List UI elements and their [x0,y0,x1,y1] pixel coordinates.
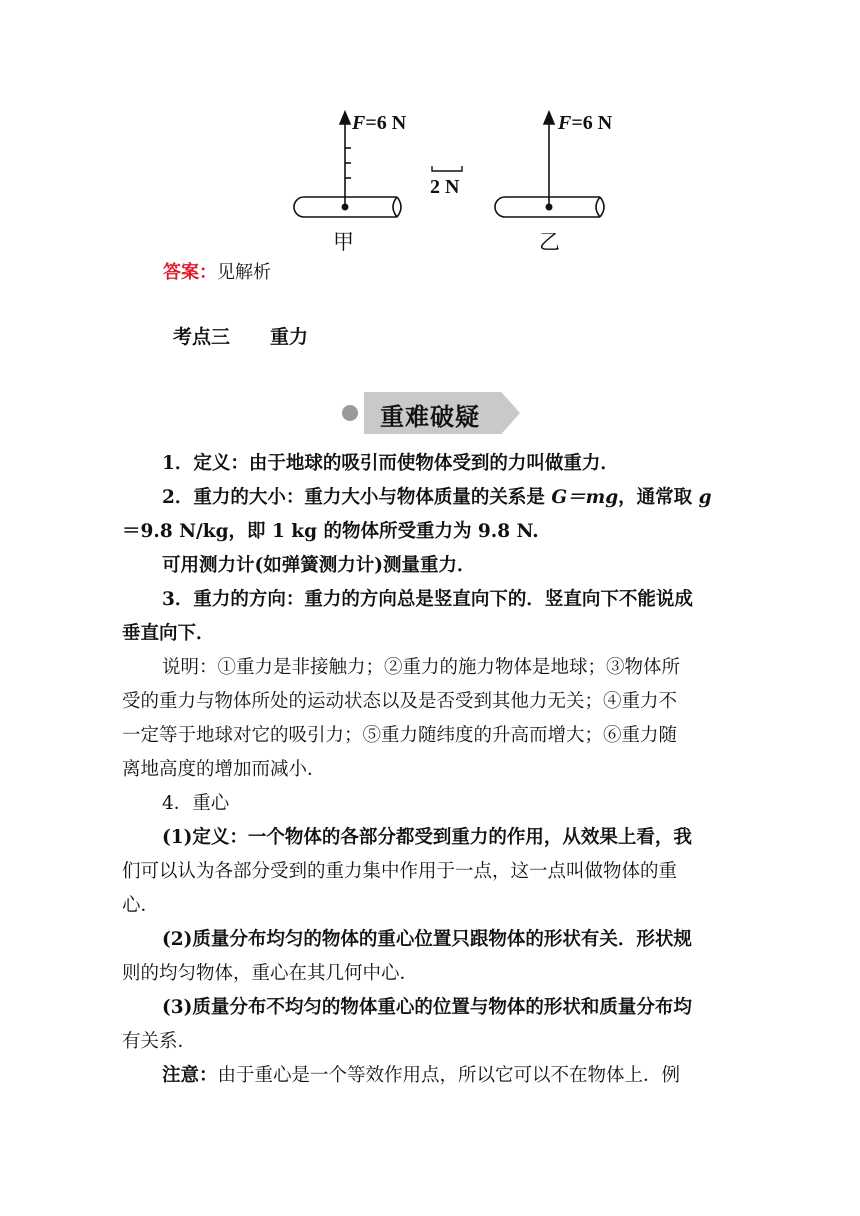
scale-label: 2 N [430,176,460,198]
arrow-jia [340,112,351,207]
arrow-yi [544,112,554,207]
answer-key: 答案： [163,262,217,283]
caption-jia: 甲 [333,230,354,254]
note-key: 注意： [162,1065,218,1086]
banner [342,392,520,434]
answer-text: 见解析 [217,262,271,283]
paragraph-note: 注意：由于重心是一个等效作用点，所以它可以不在物体上．例 [162,1065,681,1086]
banner-dot [342,405,358,421]
paragraph-cog-nonuniform: (3)质量分布不均匀的物体重心的位置与物体的形状和质量分布均 有关系． [122,997,692,1052]
paragraph-magnitude: 2．重力的大小：重力大小与物体质量的关系是 G＝mg，通常取 g ＝9.8 N/kg，即 1 kg 的物体所受重力为 9.8 N. 可用测力计(如弹簧测力计)测量重力． [122,487,712,576]
section-title: 重力 [270,326,309,348]
banner-title: 重难破疑 [380,403,480,431]
force-label-right: F=6 N [558,112,613,134]
force-diagram [0,0,860,260]
paragraph-notes: 说明：①重力是非接触力；②重力的施力物体是地球；③物体所 受的重力与物体所处的运动状态以及是否受到其他力无关；④重力不 一定等于地球对它的吸引力；⑤重力随纬度的升高而增大；⑥重力随 离地高度的增加而减小． [122,657,681,780]
paragraph-direction: 3．重力的方向：重力的方向总是竖直向下的．竖直向下不能说成 垂直向下． [122,589,693,644]
paragraph-definition: 1．定义：由于地球的吸引而使物体受到的力叫做重力． [162,453,619,474]
caption-yi: 乙 [539,230,560,254]
heading-center-of-gravity: 4．重心 [162,793,230,814]
force-label-left: F=6 N [352,112,407,134]
paragraph-cog-definition: (1)定义：一个物体的各部分都受到重力的作用，从效果上看，我 们可以认为各部分受到的重力集中作用于一点，这一点叫做物体的重 心． [122,827,692,916]
paragraph-cog-uniform: (2)质量分布均匀的物体的重心位置只跟物体的形状有关．形状规 则的均匀物体，重心在其几何中心． [122,929,692,984]
answer-line [163,258,271,284]
section-heading [173,322,308,349]
scale-marker [432,166,462,171]
section-number: 考点三 [173,326,231,348]
